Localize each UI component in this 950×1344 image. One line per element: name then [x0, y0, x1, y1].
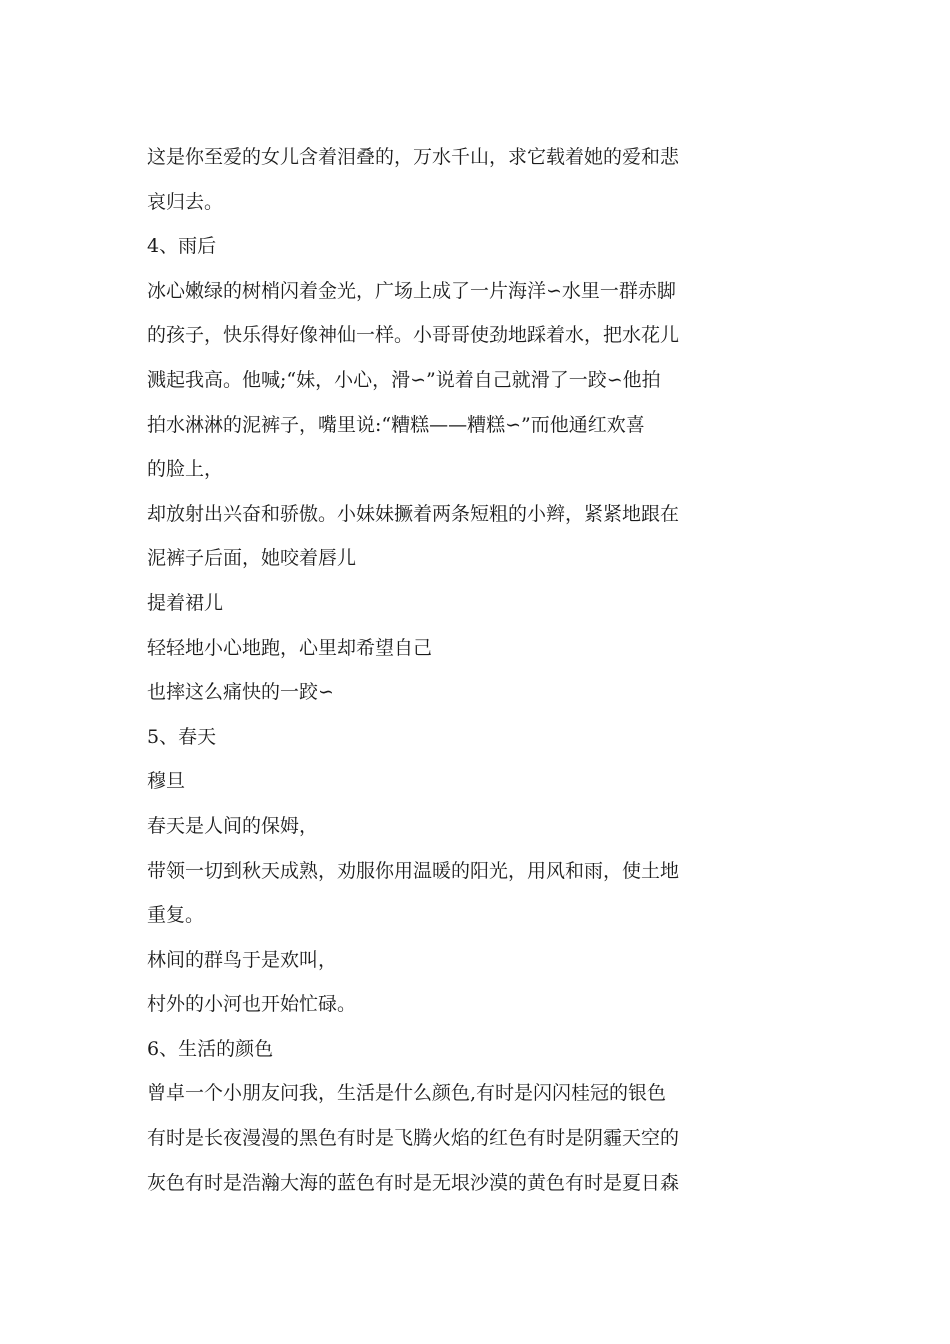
section-heading: 5、春天 [147, 725, 217, 748]
text-line: 有时是长夜漫漫的黑色有时是飞腾火焰的红色有时是阴霾天空的 [147, 1127, 680, 1150]
text-line: 的脸上， [147, 458, 224, 481]
document-body [147, 135, 737, 1205]
text-line: 却放射出兴奋和骄傲。小妹妹撅着两条短粗的小辫，紧紧地跟在 [147, 502, 680, 525]
text-line: 哀归去。 [147, 190, 224, 213]
author-line: 穆旦 [147, 770, 186, 793]
text-line: 这是你至爱的女儿含着泪叠的，万水千山，求它载着她的爱和悲 [147, 146, 680, 168]
text-line: 林间的群鸟于是欢叫， [147, 948, 338, 971]
text-line: 曾卓一个小朋友问我，生活是什么颜色,有时是闪闪桂冠的银色 [147, 1082, 667, 1105]
text-line: 村外的小河也开始忙碌。 [147, 993, 357, 1016]
text-line: 的孩子，快乐得好像神仙一样。小哥哥使劲地踩着水，把水花儿 [147, 324, 680, 347]
text-line: 拍水淋淋的泥裤子，嘴里说:“糟糕——糟糕∽”而他通红欢喜 [147, 413, 645, 436]
text-line: 带领一切到秋天成熟，劝服你用温暖的阳光，用风和雨，使土地 [147, 859, 680, 882]
text-line: 春天是人间的保姆， [147, 814, 319, 837]
section-heading: 6、生活的颜色 [147, 1037, 274, 1060]
text-line: 泥裤子后面，她咬着唇儿 [147, 547, 357, 570]
text-line: 溅起我高。他喊;“妹，小心，滑∽”说着自己就滑了一跤∽他拍 [147, 368, 661, 391]
section-heading: 4、雨后 [147, 235, 217, 258]
text-line: 轻轻地小心地跑，心里却希望自己 [147, 636, 433, 659]
text-line: 灰色有时是浩瀚大海的蓝色有时是无垠沙漠的黄色有时是夏日森 [147, 1171, 680, 1194]
text-line: 重复。 [147, 904, 205, 927]
text-line: 提着裙儿 [147, 591, 224, 614]
text-line: 也摔这么痛快的一跤∽ [147, 681, 334, 704]
text-line: 冰心嫩绿的树梢闪着金光，广场上成了一片海洋∽水里一群赤脚 [147, 279, 676, 302]
